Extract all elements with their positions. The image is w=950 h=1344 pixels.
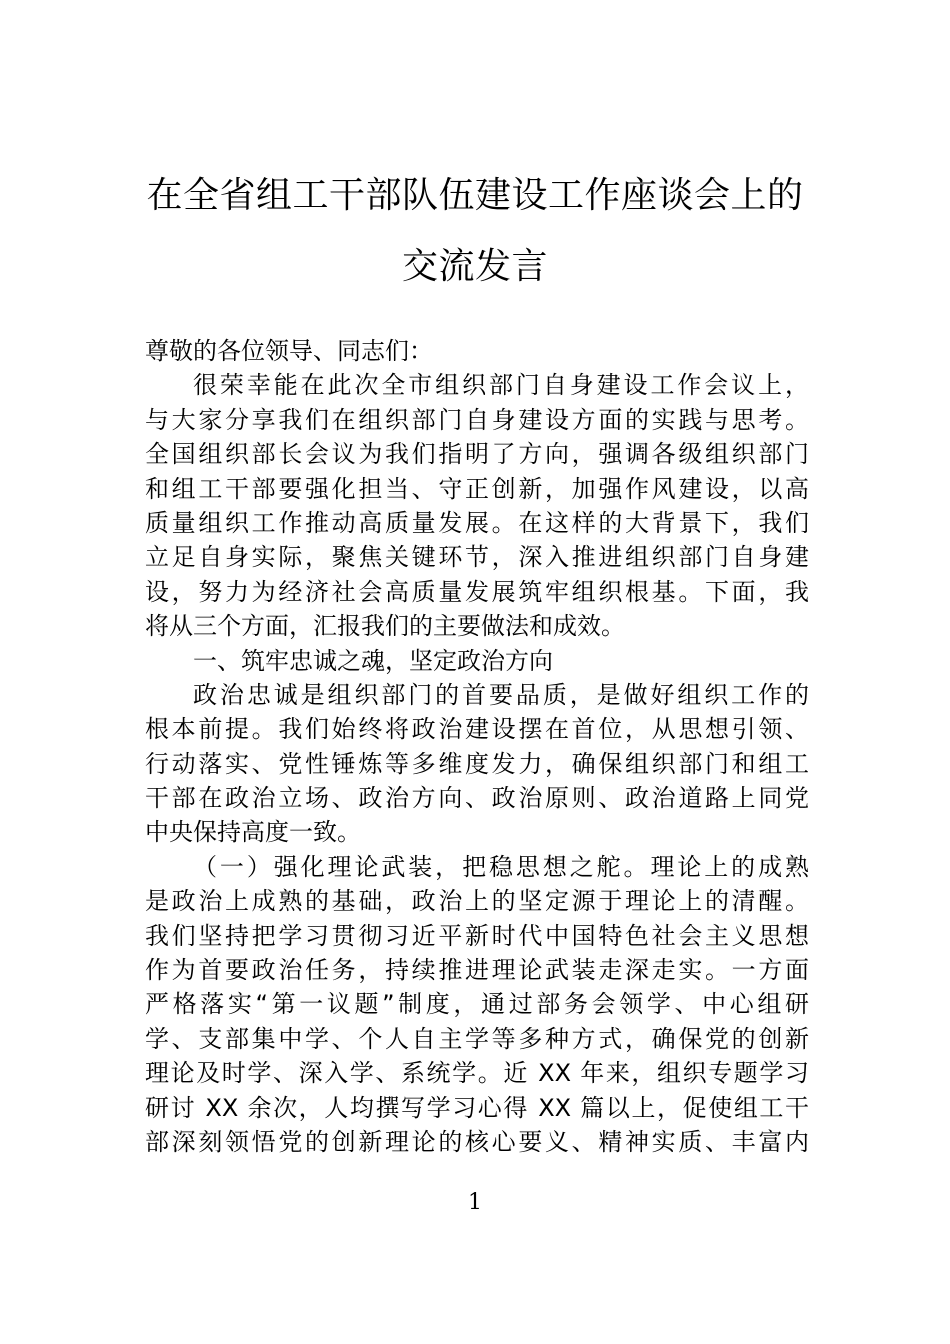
salutation: 尊敬的各位领导、同志们：	[145, 337, 433, 365]
body-line: 作为首要政治任务，持续推进理论武装走深走实。一方面	[145, 956, 809, 985]
body-line: 质量组织工作推动高质量发展。在这样的大背景下，我们	[145, 508, 809, 537]
body-line: 部深刻领悟党的创新理论的核心要义、精神实质、丰富内	[145, 1127, 809, 1156]
body-line: 政治忠诚是组织部门的首要品质，是做好组织工作的	[193, 680, 809, 709]
document-title-line-1: 在全省组工干部队伍建设工作座谈会上的	[146, 175, 804, 216]
body-line: 和组工干部要强化担当、守正创新，加强作风建设，以高	[145, 474, 809, 503]
body-line: 是政治上成熟的基础，政治上的坚定源于理论上的清醒。	[145, 887, 809, 916]
document-title-line-2: 交流发言	[401, 246, 548, 287]
body-line: 很荣幸能在此次全市组织部门自身建设工作会议上，	[193, 371, 809, 400]
body-line: 我们坚持把学习贯彻习近平新时代中国特色社会主义思想	[145, 921, 809, 950]
document-body	[145, 334, 809, 1159]
body-line: 行动落实、党性锤炼等多维度发力，确保组织部门和组工	[145, 749, 809, 778]
body-line: 干部在政治立场、政治方向、政治原则、政治道路上同党	[145, 784, 809, 813]
body-line: 全国组织部长会议为我们指明了方向，强调各级组织部门	[145, 440, 809, 469]
body-line: 理论及时学、深入学、系统学。近 XX 年来，组织专题学习	[145, 1059, 809, 1088]
section-heading: 一、筑牢忠诚之魂，坚定政治方向	[193, 646, 553, 675]
body-line: 与大家分享我们在组织部门自身建设方面的实践与思考。	[145, 405, 809, 434]
body-line: 设，努力为经济社会高质量发展筑牢组织根基。下面，我	[145, 577, 809, 606]
subsection-line: （一）强化理论武装，把稳思想之舵。理论上的成熟	[193, 852, 809, 881]
body-line: 研讨 XX 余次，人均撰写学习心得 XX 篇以上，促使组工干	[145, 1093, 809, 1122]
body-line: 严格落实“第一议题”制度，通过部务会领学、中心组研	[145, 990, 809, 1019]
page-number: 1	[468, 1190, 482, 1215]
body-line: 立足自身实际，聚焦关键环节，深入推进组织部门自身建	[145, 543, 809, 572]
body-line: 根本前提。我们始终将政治建设摆在首位，从思想引领、	[145, 715, 809, 744]
body-line: 学、支部集中学、个人自主学等多种方式，确保党的创新	[145, 1024, 809, 1053]
body-line: 中央保持高度一致。	[145, 818, 361, 847]
body-line: 将从三个方面，汇报我们的主要做法和成效。	[145, 612, 625, 641]
